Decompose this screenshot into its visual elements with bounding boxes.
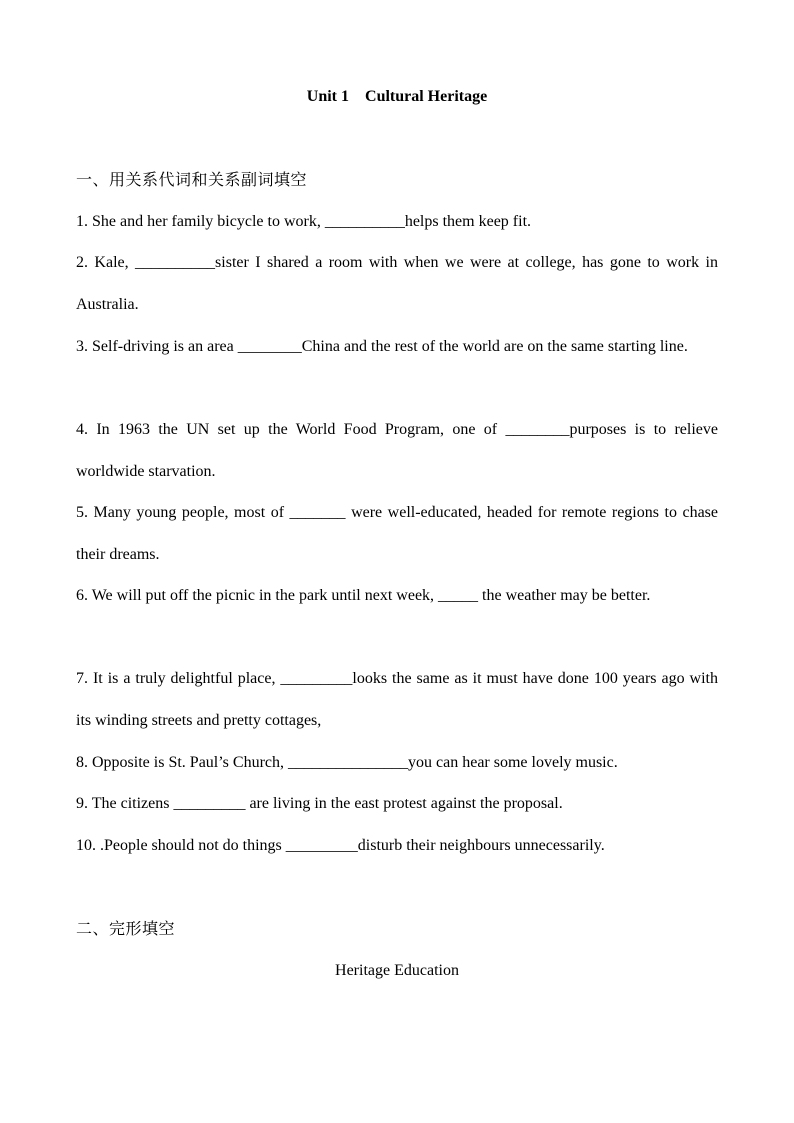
passage-title: Heritage Education	[335, 962, 459, 979]
question-1: 1. She and her family bicycle to work, __________helps them keep fit.	[76, 213, 532, 230]
page-title: Unit 1 Cultural Heritage	[306, 88, 488, 105]
section-heading-relative-pronouns: 一、用关系代词和关系副词填空	[76, 170, 308, 189]
section-heading-cloze: 二、完形填空	[76, 919, 176, 938]
question-10: 10. .People should not do things _________disturb their neighbours unnecessarily.	[76, 837, 605, 854]
question-6: 6. We will put off the picnic in the park until next week, _____ the weather may be better.	[76, 587, 651, 604]
question-2: 2. Kale, __________sister I shared a room with when we were at college, has gone to work in Australia.	[76, 254, 718, 313]
question-8: 8. Opposite is St. Paul’s Church, _______________you can hear some lovely music.	[76, 754, 618, 771]
question-4: 4. In 1963 the UN set up the World Food Program, one of ________purposes is to relieve worldwide starvation.	[76, 421, 718, 480]
question-7: 7. It is a truly delightful place, _________looks the same as it must have done 100 years ago with its winding streets and pretty cottages,	[76, 670, 718, 729]
question-9: 9. The citizens _________ are living in the east protest against the proposal.	[76, 795, 563, 812]
question-5: 5. Many young people, most of _______ were well-educated, headed for remote regions to chase their dreams.	[76, 504, 718, 563]
question-3: 3. Self-driving is an area ________China and the rest of the world are on the same starting line.	[76, 338, 688, 355]
